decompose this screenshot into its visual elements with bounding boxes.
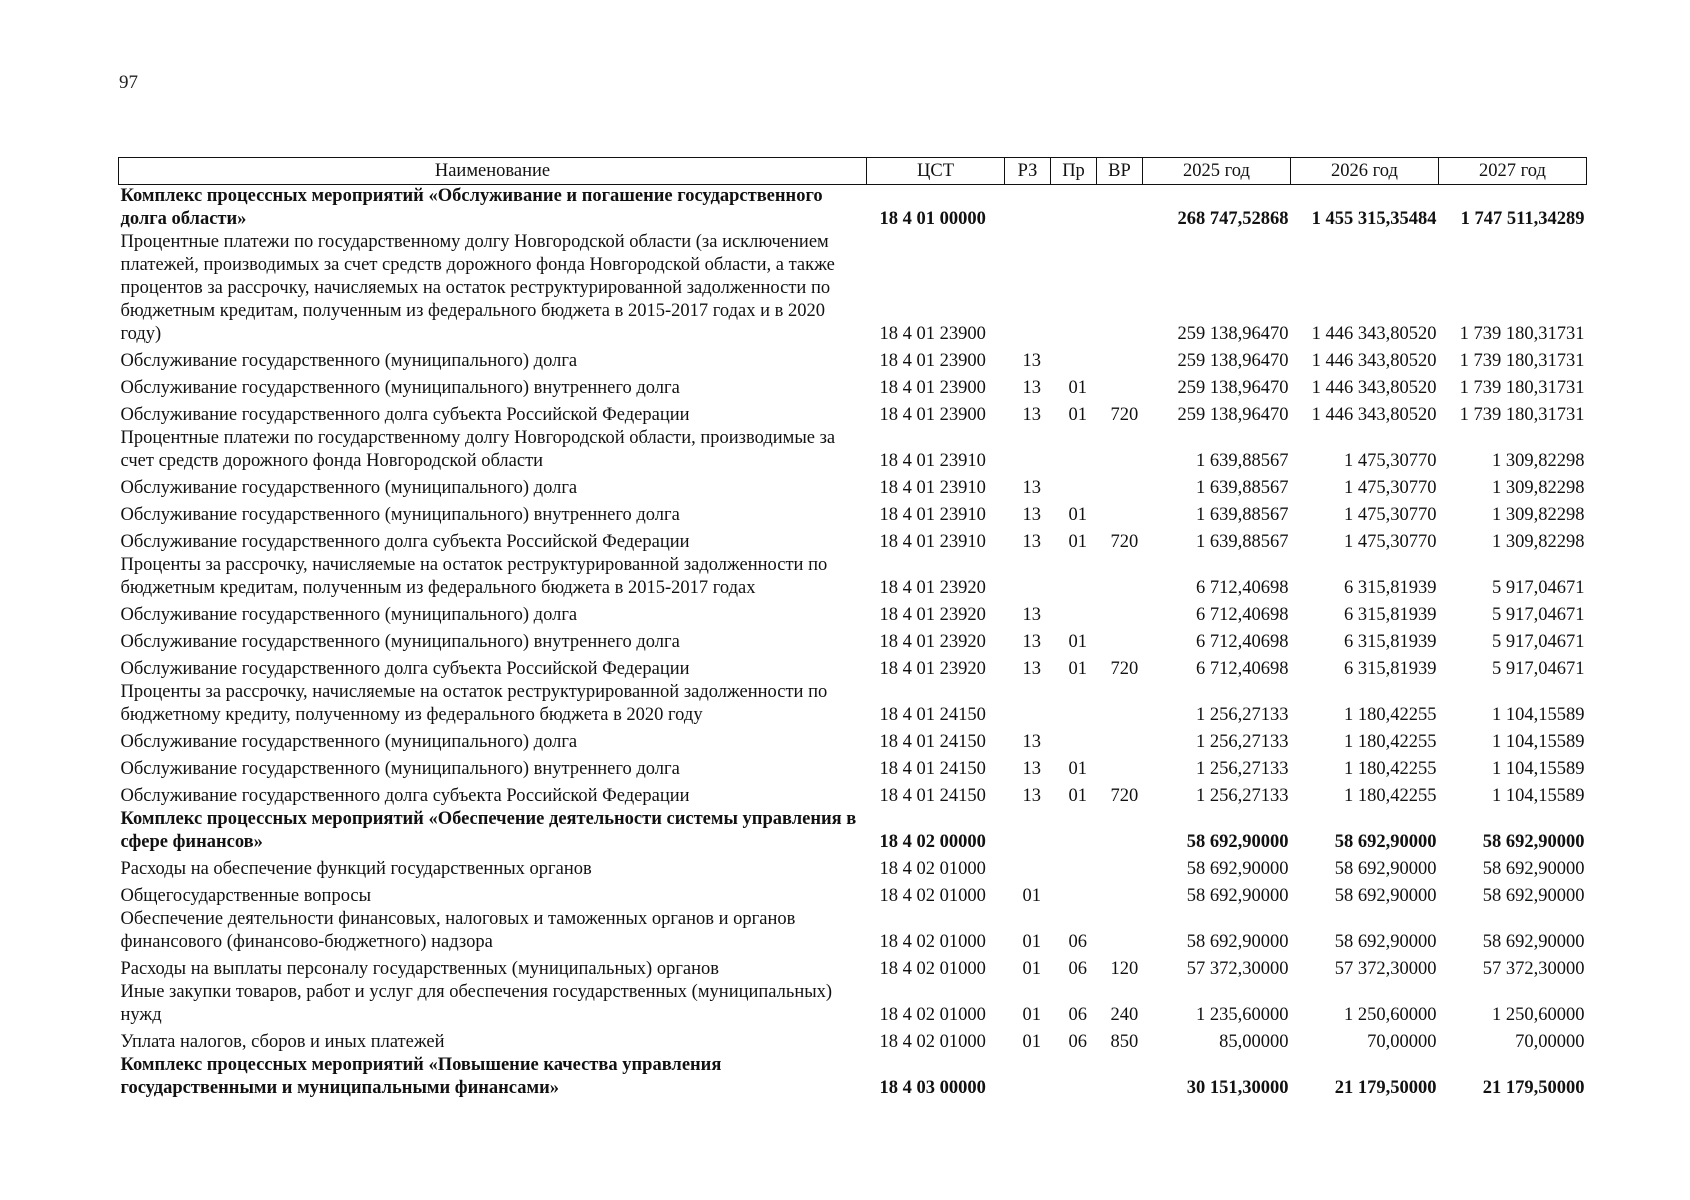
row-value-2027: 1 104,15589 <box>1492 759 1585 779</box>
table-row <box>119 231 1587 346</box>
table-row <box>119 781 1587 808</box>
row-vr <box>1097 681 1143 727</box>
row-name: Процентные платежи по государственному долгу Новгородской области (за исключением платежей, производимых за счет средств дорожного фонда Новгородской области, а также процентов за рассрочку, начисляемых на остаток реструктурированной задолженности по бюджетным кредитам, полученным из федерального бюджета в 2015-2017 годах и в 2020 году) <box>120 232 835 344</box>
row-rz <box>1005 185 1051 232</box>
row-vr <box>1097 231 1143 346</box>
table-row <box>119 881 1587 908</box>
row-vr <box>1097 600 1143 627</box>
row-rz: 13 <box>1022 351 1041 371</box>
row-value-2025: 58 692,90000 <box>1186 932 1289 952</box>
table-row-section <box>119 808 1587 854</box>
row-code: 18 4 01 23900 <box>879 351 986 371</box>
row-value-2026: 6 315,81939 <box>1344 659 1437 679</box>
table-row <box>119 500 1587 527</box>
row-value-2027: 1 250,60000 <box>1492 1005 1585 1025</box>
row-value-2027: 1 739 180,31731 <box>1459 324 1585 344</box>
row-value-2025: 58 692,90000 <box>1186 832 1289 852</box>
row-pr: 01 <box>1068 405 1087 425</box>
row-value-2027: 1 309,82298 <box>1492 478 1585 498</box>
row-vr <box>1097 808 1143 854</box>
row-pr: 01 <box>1068 532 1087 552</box>
row-name: Обслуживание государственного (муниципального) долга <box>120 605 578 625</box>
row-value-2025: 1 639,88567 <box>1196 451 1289 471</box>
row-value-2027: 1 739 180,31731 <box>1459 351 1585 371</box>
row-pr: 06 <box>1068 1032 1087 1052</box>
row-name: Обеспечение деятельности финансовых, налоговых и таможенных органов и органов финансового (финансово-бюджетного) надзора <box>120 909 796 952</box>
row-pr <box>1051 854 1097 881</box>
row-vr: 720 <box>1110 405 1139 425</box>
row-value-2027: 1 309,82298 <box>1492 451 1585 471</box>
row-code: 18 4 01 24150 <box>879 759 986 779</box>
row-name: Обслуживание государственного (муниципального) внутреннего долга <box>120 378 680 398</box>
row-vr <box>1097 854 1143 881</box>
row-name: Комплекс процессных мероприятий «Повышение качества управления государственными и муниципальными финансами» <box>120 1055 722 1098</box>
row-code: 18 4 01 23910 <box>879 505 986 525</box>
row-rz: 13 <box>1022 732 1041 752</box>
table-row <box>119 400 1587 427</box>
budget-table <box>118 157 1587 1100</box>
row-name: Расходы на выплаты персоналу государственных (муниципальных) органов <box>120 959 720 979</box>
table-header-row <box>119 158 1587 185</box>
row-code: 18 4 01 23910 <box>879 478 986 498</box>
row-value-2026: 1 250,60000 <box>1344 1005 1437 1025</box>
row-value-2027: 5 917,04671 <box>1492 605 1585 625</box>
row-pr <box>1051 1054 1097 1100</box>
row-value-2026: 1 446 343,80520 <box>1311 405 1437 425</box>
row-pr: 01 <box>1068 659 1087 679</box>
row-rz: 13 <box>1022 605 1041 625</box>
table-row <box>119 854 1587 881</box>
row-value-2025: 1 256,27133 <box>1196 705 1289 725</box>
row-code: 18 4 01 23900 <box>879 324 986 344</box>
row-rz <box>1005 681 1051 727</box>
row-code: 18 4 02 00000 <box>879 832 986 852</box>
row-name: Комплекс процессных мероприятий «Обслуживание и погашение государственного долга области» <box>120 186 823 229</box>
table-row <box>119 1027 1587 1054</box>
row-rz: 13 <box>1022 505 1041 525</box>
row-code: 18 4 01 24150 <box>879 786 986 806</box>
row-value-2026: 1 475,30770 <box>1344 478 1437 498</box>
row-value-2027: 5 917,04671 <box>1492 659 1585 679</box>
row-rz <box>1005 231 1051 346</box>
row-name: Обслуживание государственного долга субъекта Российской Федерации <box>120 405 690 425</box>
row-code: 18 4 01 00000 <box>879 209 986 229</box>
row-vr <box>1097 881 1143 908</box>
row-value-2025: 259 138,96470 <box>1177 351 1289 371</box>
row-value-2025: 1 639,88567 <box>1196 478 1289 498</box>
row-rz: 13 <box>1022 405 1041 425</box>
row-rz <box>1005 808 1051 854</box>
row-pr <box>1051 881 1097 908</box>
row-code: 18 4 01 24150 <box>879 732 986 752</box>
row-value-2026: 58 692,90000 <box>1334 859 1437 879</box>
row-vr <box>1097 908 1143 954</box>
row-value-2025: 58 692,90000 <box>1186 886 1289 906</box>
row-value-2026: 1 180,42255 <box>1344 732 1437 752</box>
row-code: 18 4 02 01000 <box>879 932 986 952</box>
row-name: Обслуживание государственного (муниципального) долга <box>120 478 578 498</box>
row-pr <box>1051 346 1097 373</box>
row-value-2025: 1 256,27133 <box>1196 786 1289 806</box>
table-row <box>119 346 1587 373</box>
row-value-2025: 85,00000 <box>1219 1032 1289 1052</box>
row-value-2026: 6 315,81939 <box>1344 578 1437 598</box>
row-pr: 01 <box>1068 632 1087 652</box>
row-value-2026: 70,00000 <box>1367 1032 1437 1052</box>
row-rz: 13 <box>1022 532 1041 552</box>
row-value-2025: 1 639,88567 <box>1196 532 1289 552</box>
row-value-2025: 6 712,40698 <box>1196 578 1289 598</box>
row-value-2027: 1 739 180,31731 <box>1459 378 1585 398</box>
row-value-2026: 1 475,30770 <box>1344 505 1437 525</box>
table-row <box>119 373 1587 400</box>
header-2027: 2027 год <box>1439 158 1587 185</box>
row-value-2027: 1 104,15589 <box>1492 732 1585 752</box>
row-name: Расходы на обеспечение функций государственных органов <box>120 859 592 879</box>
row-pr: 01 <box>1068 378 1087 398</box>
row-vr: 240 <box>1110 1005 1139 1025</box>
row-vr <box>1097 500 1143 527</box>
row-value-2026: 58 692,90000 <box>1334 932 1437 952</box>
row-value-2025: 57 372,30000 <box>1186 959 1289 979</box>
row-name: Проценты за рассрочку, начисляемые на остаток реструктурированной задолженности по бюджетному кредиту, полученному из федерального бюджета в 2020 году <box>120 682 828 725</box>
table-row <box>119 473 1587 500</box>
row-value-2025: 259 138,96470 <box>1177 324 1289 344</box>
row-pr: 01 <box>1068 505 1087 525</box>
table-row <box>119 654 1587 681</box>
row-name: Обслуживание государственного долга субъекта Российской Федерации <box>120 786 690 806</box>
row-vr <box>1097 754 1143 781</box>
row-value-2027: 1 739 180,31731 <box>1459 405 1585 425</box>
row-value-2027: 70,00000 <box>1515 1032 1585 1052</box>
row-value-2027: 21 179,50000 <box>1482 1078 1585 1098</box>
row-value-2025: 259 138,96470 <box>1177 405 1289 425</box>
table-row-section <box>119 1054 1587 1100</box>
row-code: 18 4 01 24150 <box>879 705 986 725</box>
row-rz: 13 <box>1022 478 1041 498</box>
row-pr: 06 <box>1068 1005 1087 1025</box>
row-pr <box>1051 681 1097 727</box>
row-pr: 06 <box>1068 959 1087 979</box>
row-code: 18 4 01 23900 <box>879 378 986 398</box>
row-rz: 01 <box>1022 1005 1041 1025</box>
row-pr <box>1051 185 1097 232</box>
row-value-2027: 1 747 511,34289 <box>1460 209 1585 229</box>
row-value-2025: 259 138,96470 <box>1177 378 1289 398</box>
row-rz: 13 <box>1022 659 1041 679</box>
table-row <box>119 681 1587 727</box>
row-code: 18 4 01 23910 <box>879 451 986 471</box>
row-value-2026: 21 179,50000 <box>1334 1078 1437 1098</box>
row-value-2026: 1 446 343,80520 <box>1311 378 1437 398</box>
row-value-2025: 1 235,60000 <box>1196 1005 1289 1025</box>
row-code: 18 4 03 00000 <box>879 1078 986 1098</box>
row-vr <box>1097 427 1143 473</box>
row-pr <box>1051 808 1097 854</box>
row-vr <box>1097 373 1143 400</box>
row-value-2026: 58 692,90000 <box>1334 886 1437 906</box>
row-code: 18 4 02 01000 <box>879 1005 986 1025</box>
row-rz <box>1005 427 1051 473</box>
row-name: Обслуживание государственного (муниципального) долга <box>120 351 578 371</box>
row-vr: 850 <box>1110 1032 1139 1052</box>
row-name: Процентные платежи по государственному долгу Новгородской области, производимые за счет средств дорожного фонда Новгородской области <box>120 428 836 471</box>
row-name: Общегосударственные вопросы <box>120 886 372 906</box>
row-rz <box>1005 854 1051 881</box>
row-value-2025: 1 639,88567 <box>1196 505 1289 525</box>
row-pr <box>1051 231 1097 346</box>
row-vr: 720 <box>1110 659 1139 679</box>
page-number: 97 <box>119 72 138 93</box>
row-value-2025: 6 712,40698 <box>1196 632 1289 652</box>
table-row <box>119 427 1587 473</box>
row-name: Обслуживание государственного (муниципального) внутреннего долга <box>120 505 680 525</box>
row-vr: 120 <box>1110 959 1139 979</box>
table-row <box>119 600 1587 627</box>
row-value-2026: 1 446 343,80520 <box>1311 351 1437 371</box>
row-name: Обслуживание государственного долга субъекта Российской Федерации <box>120 532 690 552</box>
row-value-2025: 1 256,27133 <box>1196 732 1289 752</box>
row-vr <box>1097 727 1143 754</box>
row-vr <box>1097 346 1143 373</box>
row-name: Обслуживание государственного (муниципального) внутреннего долга <box>120 632 680 652</box>
row-name: Обслуживание государственного (муниципального) долга <box>120 732 578 752</box>
row-pr <box>1051 727 1097 754</box>
table-row <box>119 527 1587 554</box>
row-code: 18 4 02 01000 <box>879 959 986 979</box>
row-code: 18 4 01 23920 <box>879 578 986 598</box>
row-value-2025: 1 256,27133 <box>1196 759 1289 779</box>
row-rz <box>1005 554 1051 600</box>
row-code: 18 4 01 23920 <box>879 605 986 625</box>
header-vr: ВР <box>1097 158 1143 185</box>
row-value-2027: 5 917,04671 <box>1492 578 1585 598</box>
row-pr <box>1051 427 1097 473</box>
row-value-2026: 1 475,30770 <box>1344 532 1437 552</box>
row-value-2027: 1 104,15589 <box>1492 705 1585 725</box>
row-vr <box>1097 185 1143 232</box>
row-vr <box>1097 1054 1143 1100</box>
row-rz: 13 <box>1022 759 1041 779</box>
row-value-2027: 5 917,04671 <box>1492 632 1585 652</box>
row-value-2027: 58 692,90000 <box>1482 859 1585 879</box>
row-name: Комплекс процессных мероприятий «Обеспечение деятельности системы управления в сфере финансов» <box>120 809 857 852</box>
row-value-2026: 57 372,30000 <box>1334 959 1437 979</box>
table-row <box>119 727 1587 754</box>
table-row <box>119 908 1587 954</box>
row-code: 18 4 01 23920 <box>879 659 986 679</box>
row-vr <box>1097 554 1143 600</box>
row-value-2026: 1 180,42255 <box>1344 759 1437 779</box>
row-rz: 13 <box>1022 378 1041 398</box>
row-rz: 13 <box>1022 632 1041 652</box>
row-value-2027: 1 104,15589 <box>1492 786 1585 806</box>
row-pr: 01 <box>1068 786 1087 806</box>
header-2025: 2025 год <box>1143 158 1291 185</box>
row-value-2025: 58 692,90000 <box>1186 859 1289 879</box>
table-row <box>119 554 1587 600</box>
row-value-2026: 6 315,81939 <box>1344 605 1437 625</box>
row-value-2025: 6 712,40698 <box>1196 659 1289 679</box>
row-vr: 720 <box>1110 786 1139 806</box>
row-code: 18 4 02 01000 <box>879 886 986 906</box>
row-name: Обслуживание государственного (муниципального) внутреннего долга <box>120 759 680 779</box>
row-rz <box>1005 1054 1051 1100</box>
row-value-2027: 58 692,90000 <box>1482 832 1585 852</box>
row-vr <box>1097 627 1143 654</box>
row-vr <box>1097 473 1143 500</box>
table-row <box>119 627 1587 654</box>
row-code: 18 4 02 01000 <box>879 859 986 879</box>
row-pr <box>1051 554 1097 600</box>
row-name: Обслуживание государственного долга субъекта Российской Федерации <box>120 659 690 679</box>
row-value-2025: 6 712,40698 <box>1196 605 1289 625</box>
row-value-2026: 1 180,42255 <box>1344 705 1437 725</box>
header-2026: 2026 год <box>1291 158 1439 185</box>
row-value-2026: 1 475,30770 <box>1344 451 1437 471</box>
row-value-2026: 1 180,42255 <box>1344 786 1437 806</box>
row-value-2025: 30 151,30000 <box>1186 1078 1289 1098</box>
row-rz: 01 <box>1022 932 1041 952</box>
row-rz: 01 <box>1022 1032 1041 1052</box>
row-name: Уплата налогов, сборов и иных платежей <box>120 1032 445 1052</box>
row-pr <box>1051 600 1097 627</box>
row-code: 18 4 01 23900 <box>879 405 986 425</box>
header-pr: Пр <box>1051 158 1097 185</box>
row-code: 18 4 02 01000 <box>879 1032 986 1052</box>
row-value-2026: 58 692,90000 <box>1334 832 1437 852</box>
row-name: Проценты за рассрочку, начисляемые на остаток реструктурированной задолженности по бюджетным кредитам, полученным из федерального бюджета в 2015-2017 годах <box>120 555 828 598</box>
row-value-2025: 268 747,52868 <box>1177 209 1289 229</box>
row-value-2027: 57 372,30000 <box>1482 959 1585 979</box>
header-name: Наименование <box>119 158 867 185</box>
row-code: 18 4 01 23910 <box>879 532 986 552</box>
row-value-2027: 58 692,90000 <box>1482 932 1585 952</box>
header-cst: ЦСТ <box>867 158 1005 185</box>
row-name: Иные закупки товаров, работ и услуг для обеспечения государственных (муниципальных) нужд <box>120 982 833 1025</box>
row-rz: 01 <box>1022 959 1041 979</box>
row-value-2026: 1 455 315,35484 <box>1311 209 1437 229</box>
row-pr: 06 <box>1068 932 1087 952</box>
row-rz: 01 <box>1022 886 1041 906</box>
row-value-2027: 1 309,82298 <box>1492 532 1585 552</box>
row-code: 18 4 01 23920 <box>879 632 986 652</box>
row-pr <box>1051 473 1097 500</box>
header-rz: РЗ <box>1005 158 1051 185</box>
row-rz: 13 <box>1022 786 1041 806</box>
table-row <box>119 954 1587 981</box>
row-value-2026: 6 315,81939 <box>1344 632 1437 652</box>
row-vr: 720 <box>1110 532 1139 552</box>
table-row <box>119 981 1587 1027</box>
table-row-section <box>119 185 1587 232</box>
table-row <box>119 754 1587 781</box>
table-body <box>119 185 1587 1101</box>
row-pr: 01 <box>1068 759 1087 779</box>
row-value-2027: 1 309,82298 <box>1492 505 1585 525</box>
row-value-2026: 1 446 343,80520 <box>1311 324 1437 344</box>
row-value-2027: 58 692,90000 <box>1482 886 1585 906</box>
